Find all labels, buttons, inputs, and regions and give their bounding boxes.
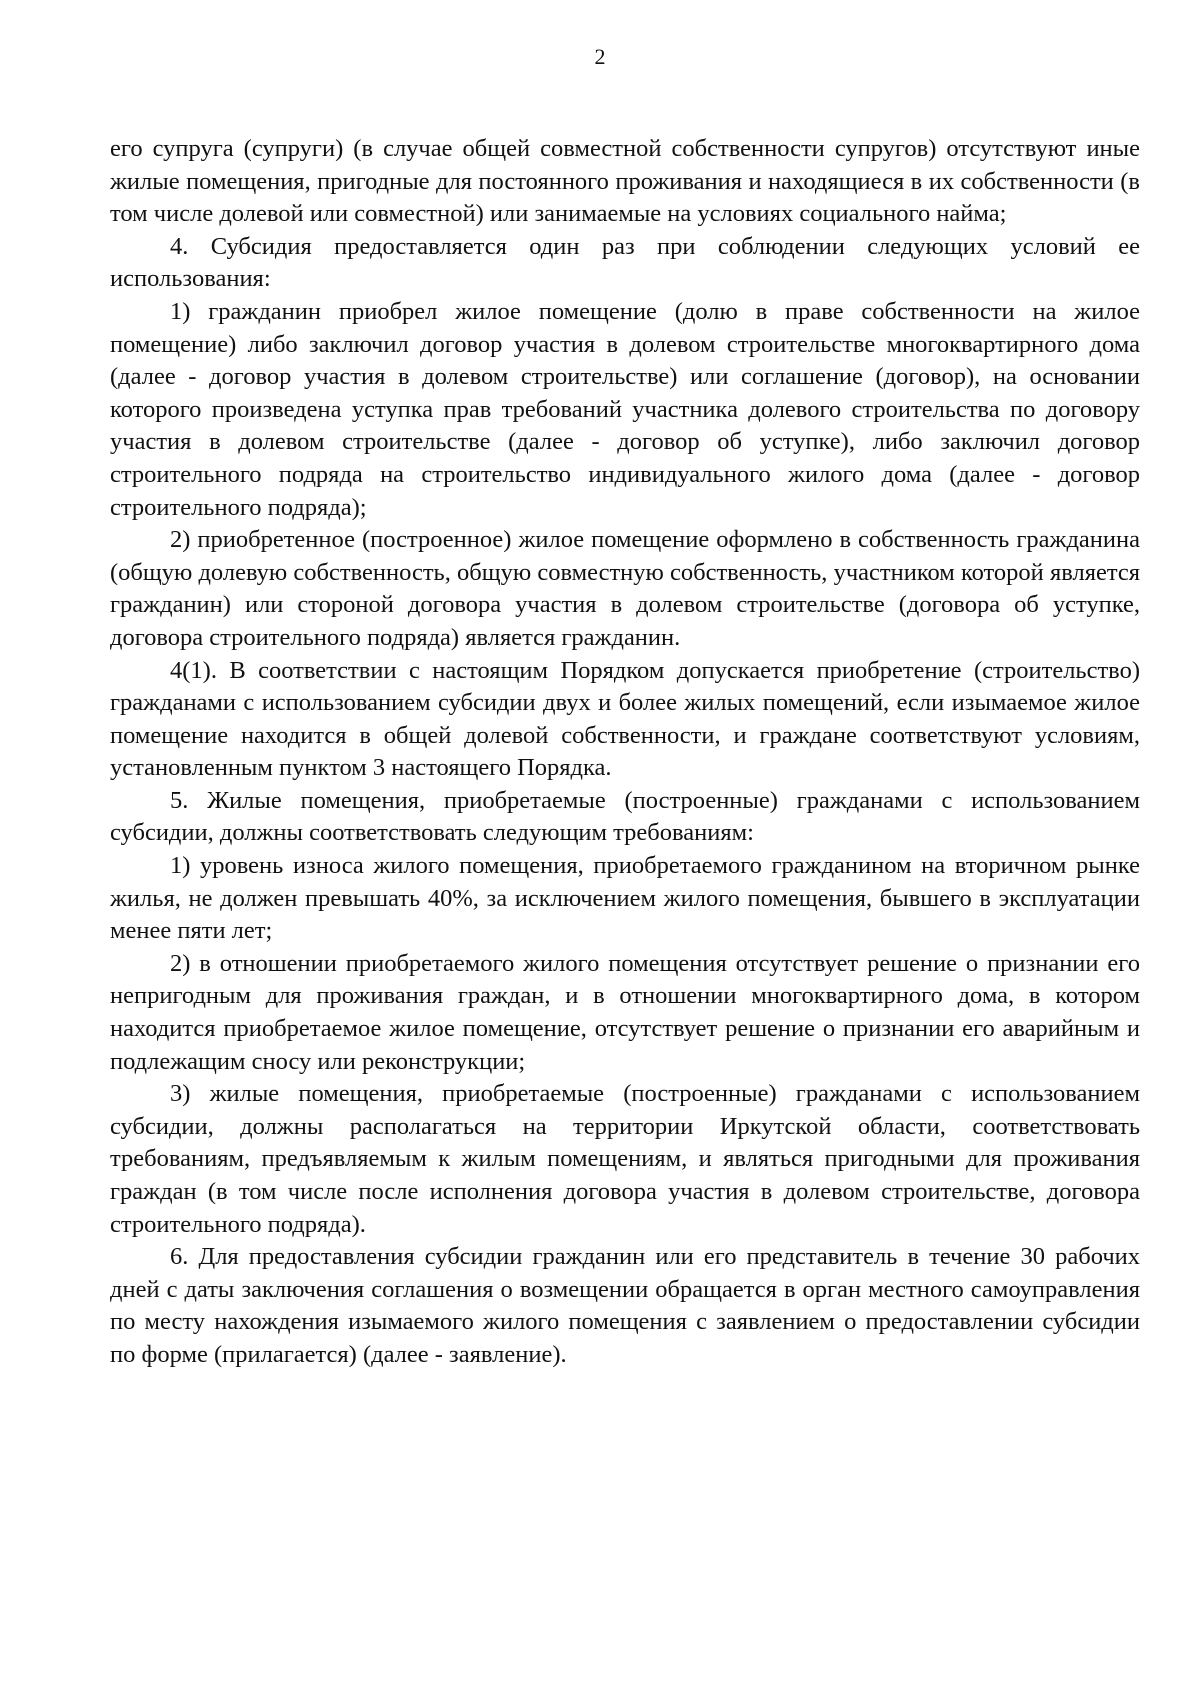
page-number: 2	[594, 44, 606, 69]
paragraph-continuation: его супруга (супруги) (в случае общей совместной собственности супругов) отсутствуют иные жилые помещения, пригодные для постоянного проживания и находящиеся в их собственности (в том числе долевой или совместной) или занимаемые на условиях социального найма;	[110, 135, 1140, 228]
paragraph-item-5-2: 2) в отношении приобретаемого жилого помещения отсутствует решение о признании его непригодным для проживания граждан, и в отношении многоквартирного дома, в котором находится приобретаемое жилое помещение, отсутствует решение о признании его аварийным и подлежащим сносу или реконструкции;	[110, 949, 1140, 1075]
paragraph-item-5-1: 1) уровень износа жилого помещения, приобретаемого гражданином на вторичном рынке жилья, не должен превышать 40%, за исключением жилого помещения, бывшего в эксплуатации менее пяти лет;	[110, 852, 1140, 945]
paragraph-item-6: 6. Для предоставления субсидии гражданин или его представитель в течение 30 рабочих дней с даты заключения соглашения о возмещении обращается в орган местного самоуправления по месту нахождения изымаемого жилого помещения с заявлением о предоставлении субсидии по форме (прилагается) (далее - заявление).	[110, 1243, 1140, 1368]
paragraph-item-4: 4. Субсидия предоставляется один раз при соблюдении следующих условий ее использования:	[110, 232, 1140, 293]
paragraph-item-4-1: 1) гражданин приобрел жилое помещение (долю в праве собственности на жилое помещение) либо заключил договор участия в долевом строительстве многоквартирного дома (далее - договор участия в долевом строительстве) или соглашение (договор), на основании которого произведена уступка прав требований участника долевого строительства по договору участия в долевом строительстве (далее - договор об уступке), либо заключил договор строительного подряда на строительство индивидуального жилого дома (далее - договор строительного подряда);	[110, 297, 1140, 521]
paragraph-item-4-1-bis: 4(1). В соответствии с настоящим Порядком допускается приобретение (строительство) гражданами с использованием субсидии двух и более жилых помещений, если изымаемое жилое помещение находится в общей долевой собственности, и граждане соответствуют условиям, установленным пунктом 3 настоящего Порядка.	[110, 656, 1140, 782]
paragraph-item-5-3: 3) жилые помещения, приобретаемые (построенные) гражданами с использованием субсидии, должны располагаться на территории Иркутской области, соответствовать требованиям, предъявляемым к жилым помещениям, и являться пригодными для проживания граждан (в том числе после исполнения договора участия в долевом строительстве, договора строительного подряда).	[110, 1080, 1140, 1238]
paragraph-item-4-2: 2) приобретенное (построенное) жилое помещение оформлено в собственность гражданина (общую долевую собственность, общую совместную собственность, участником которой является гражданин) или стороной договора участия в долевом строительстве (договора об уступке, договора строительного подряда) является гражданин.	[110, 526, 1140, 651]
paragraph-item-5: 5. Жилые помещения, приобретаемые (построенные) гражданами с использованием субсидии, должны соответствовать следующим требованиям:	[110, 786, 1140, 847]
document-body	[110, 133, 1140, 1372]
